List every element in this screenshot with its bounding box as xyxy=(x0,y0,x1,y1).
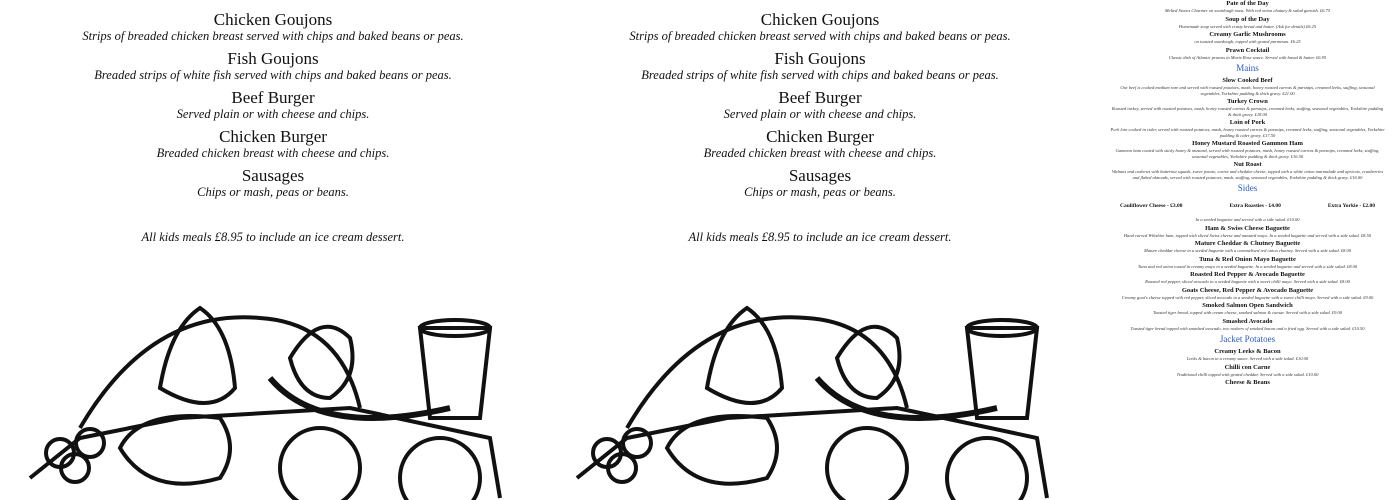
baguette-desc: Tuna and red onion tossed in creamy mayo in a seeded baguette. In a seeded baguette and served with a side salad. £8.00 xyxy=(1137,263,1358,269)
mains-heading: Mains xyxy=(1236,63,1259,73)
kids-menu-panel-right xyxy=(547,0,1093,500)
mains-desc: Walnuts and cashews with butternut squash, sweet potato, carrot and cheddar cheese, topped with a white onion marmalade and apricots, cranberries and flaked almonds, served with roasted potatoes, mash, stuffing, seasonal vegetables, Yorkshire pudding & thick gravy. £16.00 xyxy=(1111,169,1384,180)
jacket-title: Creamy Leeks & Bacon xyxy=(1214,348,1281,355)
mains-item xyxy=(1110,140,1385,159)
mains-item xyxy=(1110,77,1385,96)
menu-item xyxy=(547,49,1093,82)
item-name: Sausages xyxy=(788,166,852,185)
item-name: Chicken Burger xyxy=(219,127,327,146)
baguette-desc: Creamy goat's cheese topped with red pepper, sliced avocado in a seeded baguette with a sweet chilli mayo. Served with a side salad. £9.00 xyxy=(1121,294,1374,300)
menu-item xyxy=(547,127,1093,160)
item-name: Beef Burger xyxy=(231,88,315,107)
starter-title: Soup of the Day xyxy=(1225,15,1270,23)
sides-row xyxy=(1110,197,1385,217)
mains-title: Loin of Pork xyxy=(1229,119,1266,126)
menu-item xyxy=(547,10,1093,43)
baguette-title: Tuna & Red Onion Mayo Baguette xyxy=(1199,255,1296,263)
starter-title: Creamy Garlic Mushrooms xyxy=(1209,31,1286,38)
mains-item xyxy=(1110,98,1385,117)
baguette-item xyxy=(1110,240,1385,254)
menu-item xyxy=(0,127,546,160)
mains-desc: Gammon ham coated with sticky honey & mustard, served with roasted potatoes, mash, honey roasted carrots & parsnips, creamed leeks, stuffing, seasonal vegetables, Yorkshire pudding & thick gravy. £16.50 xyxy=(1115,148,1380,159)
baguette-desc: Toasted tiger bread, topped with cream cheese, smoked salmon & caesar. Served with a side salad. £9.00 xyxy=(1152,310,1343,315)
baguette-item xyxy=(1110,271,1385,285)
jacket-item xyxy=(1110,348,1385,362)
fruit-illustration xyxy=(567,268,1063,500)
starter-desc: Homemade soup served with crusty bread and butter. (Ask for details) £6.25 xyxy=(1178,23,1317,29)
baguette-title: Goats Cheese, Red Pepper & Avocado Baguette xyxy=(1181,286,1314,294)
side-item: Extra Yorkie - £2.00 xyxy=(1327,203,1375,209)
mains-title: Turkey Crown xyxy=(1227,98,1268,105)
baguette-desc: Toasted tiger bread topped with smashed avocado, two rashers of smoked bacon and a fried egg. Served with a side salad. £10.50 xyxy=(1130,325,1365,331)
baguette-item xyxy=(1110,225,1385,239)
starter-title: Pate of the Day xyxy=(1226,0,1269,7)
starter-item xyxy=(1110,47,1385,61)
mains-desc: Roasted turkey, served with roasted potatoes, mash, honey roasted carrots & parsnips, creamed leeks, stuffing, seasonal vegetables, Yorkshire pudding & thick gravy. £18.00 xyxy=(1111,106,1384,117)
jacket-desc: Traditional chilli topped with grated cheddar. Served with a side salad. £10.00 xyxy=(1176,371,1319,377)
item-name: Beef Burger xyxy=(778,88,862,107)
mains-desc: Our beef is cooked medium rare and served with roasted potatoes, mash, honey roasted carrots & parsnips, creamed leeks, stuffing, seasonal vegetables, Yorkshire pudding & thick gravy. £21.00 xyxy=(1120,85,1375,96)
starter-desc: on toasted sourdough, topped with grated parmesan. £6.25 xyxy=(1194,39,1301,44)
baguette-title: Smashed Avocado xyxy=(1222,317,1273,325)
starter-item xyxy=(1110,0,1385,14)
side-item: Extra Roasties - £4.00 xyxy=(1229,203,1281,209)
sides-heading: Sides xyxy=(1237,183,1258,193)
main-menu-column xyxy=(1110,0,1385,500)
menu-item xyxy=(0,166,546,199)
jacket-item xyxy=(1110,364,1385,378)
kids-meal-footer: All kids meals £8.95 to include an ice cream dessert. xyxy=(141,230,405,244)
baguette-item xyxy=(1110,318,1385,332)
jacket-desc: Leeks & bacon in a creamy sauce. Served with a side salad. £10.00 xyxy=(1186,356,1309,361)
mains-title: Nut Roast xyxy=(1233,161,1262,168)
baguette-intro: In a seeded baguette and served with a side salad. £10.00 xyxy=(1195,217,1300,222)
mains-title: Slow Cooked Beef xyxy=(1222,77,1273,84)
item-description: Breaded chicken breast with cheese and chips. xyxy=(156,146,390,160)
kids-menu-panel-left xyxy=(0,0,546,500)
baguette-desc: Hand carved Wiltshire ham, topped with sliced Swiss cheese and mustard mayo. In a seeded baguette and served with a side salad. £8.50 xyxy=(1123,232,1372,238)
item-name: Fish Goujons xyxy=(774,49,866,68)
baguette-item xyxy=(1110,302,1385,316)
menu-item xyxy=(0,49,546,82)
item-name: Fish Goujons xyxy=(227,49,319,68)
baguette-title: Roasted Red Pepper & Avocado Baguette xyxy=(1190,271,1305,278)
starter-desc: Classic dish of Atlantic prawns in Marie Rose sauce. Served with bread & butter. £6.95 xyxy=(1168,54,1327,60)
jacket-title: Cheese & Beans xyxy=(1225,379,1270,386)
starter-item xyxy=(1110,31,1385,45)
starter-item xyxy=(1110,16,1385,30)
fruit-illustration xyxy=(20,268,516,500)
item-description: Breaded strips of white fish served with chips and baked beans or peas. xyxy=(94,68,452,82)
baguette-desc: Mature cheddar cheese in a seeded baguette with a caramelised red onion chutney. Served with a side salad. £8.00 xyxy=(1144,248,1351,253)
starter-title: Prawn Cocktail xyxy=(1225,46,1270,54)
side-item: Cauliflower Cheese - £3.00 xyxy=(1120,203,1183,209)
item-description: Breaded strips of white fish served with chips and baked beans or peas. xyxy=(641,68,999,82)
baguette-item xyxy=(1110,256,1385,270)
mains-title: Honey Mustard Roasted Gammon Ham xyxy=(1192,140,1303,147)
item-name: Chicken Goujons xyxy=(760,10,880,29)
kids-meal-footer: All kids meals £8.95 to include an ice cream dessert. xyxy=(688,230,952,244)
item-name: Chicken Goujons xyxy=(213,10,333,29)
item-description: Chips or mash, peas or beans. xyxy=(744,185,896,199)
baguette-item xyxy=(1110,287,1385,301)
item-description: Chips or mash, peas or beans. xyxy=(197,185,349,199)
jacket-item xyxy=(1110,379,1385,387)
mains-desc: Pork loin cooked in cider, served with roasted potatoes, mash, honey roasted carrots & parsnips, creamed leeks, stuffing, seasonal vegetables, Yorkshire pudding & cider gravy. £17.50 xyxy=(1110,127,1385,138)
jacket-title: Chilli con Carne xyxy=(1224,363,1271,371)
item-description: Strips of breaded chicken breast served with chips and baked beans or peas. xyxy=(629,29,1011,43)
menu-item xyxy=(547,166,1093,199)
mains-item xyxy=(1110,119,1385,138)
menu-item xyxy=(0,88,546,121)
item-description: Strips of breaded chicken breast served with chips and baked beans or peas. xyxy=(82,29,464,43)
baguette-title: Smoked Salmon Open Sandwich xyxy=(1202,302,1293,309)
item-description: Served plain or with cheese and chips. xyxy=(176,107,370,121)
item-description: Breaded chicken breast with cheese and chips. xyxy=(703,146,937,160)
menu-item xyxy=(0,10,546,43)
starter-desc: Melted Stones Charmer on sourdough toast. With red onion chutney & salad garnish. £6.75 xyxy=(1164,8,1331,13)
baguette-desc: Roasted red pepper, sliced avocado in a seeded baguette with a sweet chilli mayo. Served with a side salad. £8.00 xyxy=(1145,279,1350,284)
baguette-title: Ham & Swiss Cheese Baguette xyxy=(1205,224,1290,232)
jacket-heading: Jacket Potatoes xyxy=(1219,334,1276,344)
item-name: Sausages xyxy=(241,166,305,185)
baguette-title: Mature Cheddar & Chutney Baguette xyxy=(1194,240,1301,247)
item-description: Served plain or with cheese and chips. xyxy=(723,107,917,121)
item-name: Chicken Burger xyxy=(766,127,874,146)
menu-item xyxy=(547,88,1093,121)
mains-item xyxy=(1110,161,1385,180)
